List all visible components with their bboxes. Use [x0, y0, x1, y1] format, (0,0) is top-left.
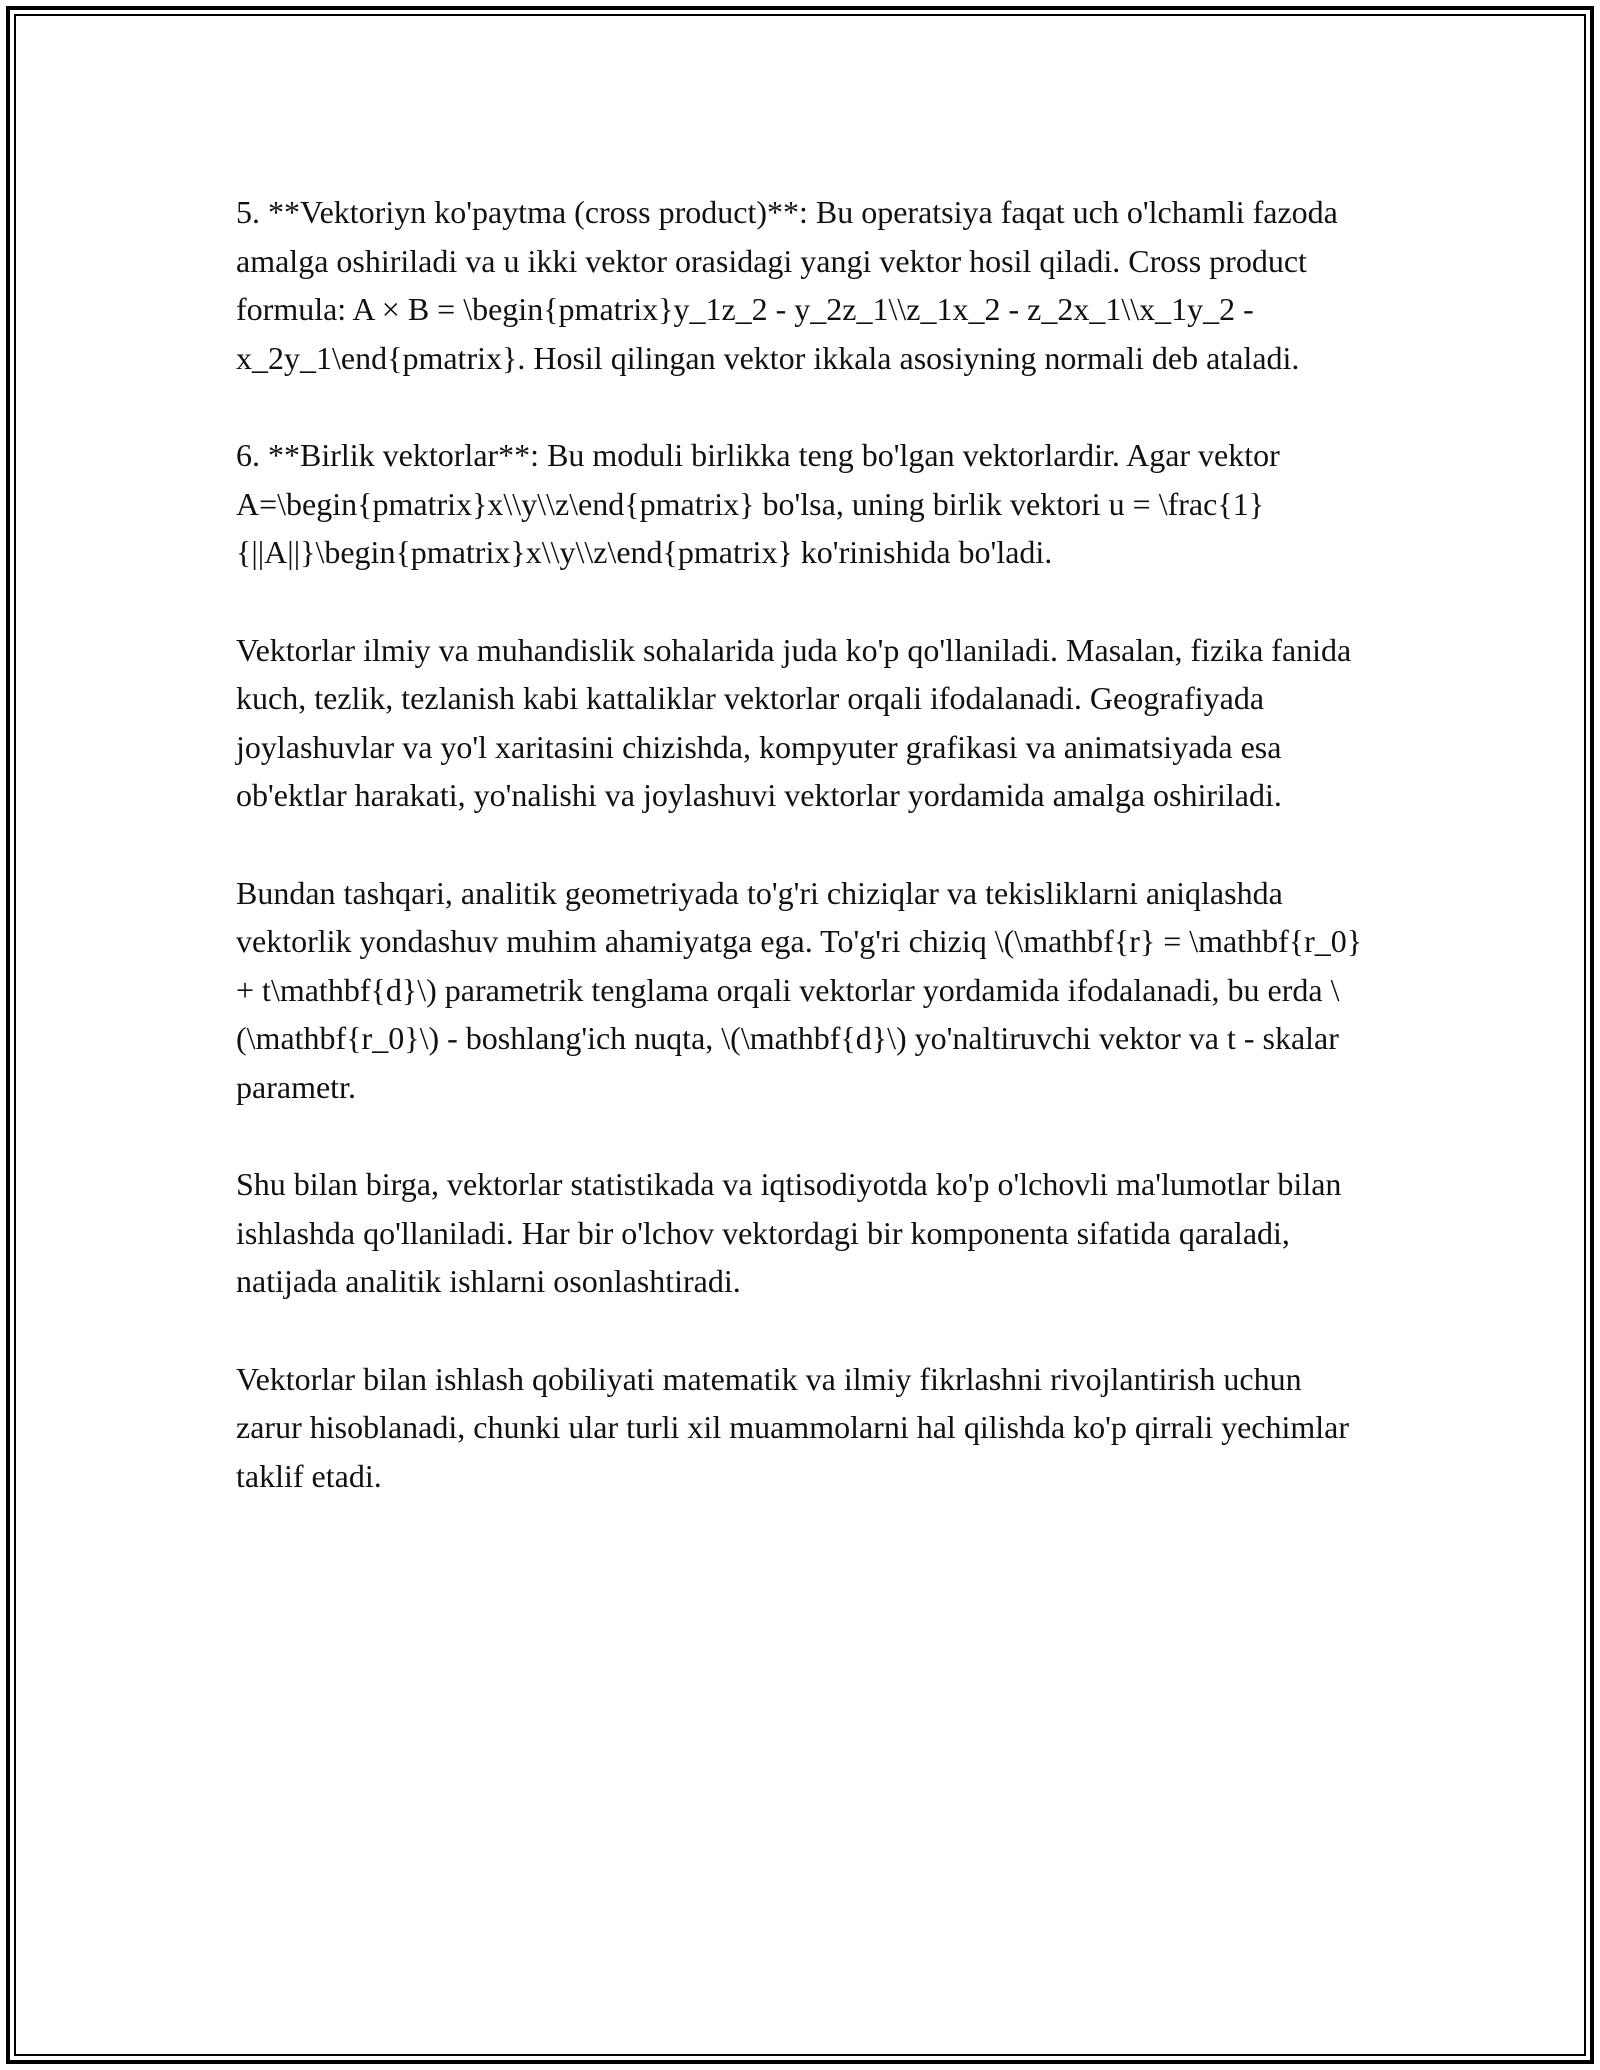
paragraph-statistics: Shu bilan birga, vektorlar statistikada va iqtisodiyotda ko'p o'lchovli ma'lumotlar bilan ishlashda qo'llaniladi. Har bir o'lchov vektordagi bir komponenta sifatida qaraladi, natijada analitik ishlarni osonlashtiradi. — [236, 1166, 1342, 1299]
paragraph-unit-vectors: 6. **Birlik vektorlar**: Bu moduli birlikka teng bo'lgan vektorlardir. Agar vektor A=\begin{pmatrix}x\\y\\z\end{pmatrix} bo'lsa, uning birlik vektori u = \frac{1}{||A||}\begin{pmatrix}x\\y\\z\end{pmatrix} ko'rinishida bo'ladi. — [236, 437, 1280, 570]
paragraph-analytic-geometry: Bundan tashqari, analitik geometriyada to'g'ri chiziqlar va tekisliklarni aniqlashda vektorlik yondashuv muhim ahamiyatga ega. To'g'ri chiziq \(\mathbf{r} = \mathbf{r_0} + t\mathbf{d}\) parametrik tenglama orqali vektorlar yordamida ifodalanadi, bu erda \(\mathbf{r_0}\) - boshlang'ich nuqta, \(\mathbf{d}\) yo'naltiruvchi vektor va t - skalar parametr. — [236, 874, 1363, 1105]
paragraph-applications: Vektorlar ilmiy va muhandislik sohalarida juda ko'p qo'llaniladi. Masalan, fizika fanida kuch, tezlik, tezlanish kabi kattaliklar vektorlar orqali ifodalanadi. Geografiyada joylashuvlar va yo'l xaritasini chizishda, kompyuter grafikasi va animatsiyada esa ob'ektlar harakati, yo'nalishi va joylashuvi vektorlar yordamida amalga oshiriladi. — [236, 631, 1352, 813]
paragraph-cross-product: 5. **Vektoriyn ko'paytma (cross product)**: Bu operatsiya faqat uch o'lchamli fazoda amalga oshiriladi va u ikki vektor orasidagi yangi vektor hosil qiladi. Cross product formula: A × B = \begin{pmatrix}y_1z_2 - y_2z_1\\z_1x_2 - z_2x_1\\x_1y_2 - x_2y_1\end{pmatrix}. Hosil qilingan vektor ikkala asosiyning normali deb ataladi. — [236, 194, 1338, 376]
document-body — [236, 188, 1366, 1500]
paragraph-conclusion: Vektorlar bilan ishlash qobiliyati matematik va ilmiy fikrlashni rivojlantirish uchun zarur hisoblanadi, chunki ular turli xil muammolarni hal qilishda ko'p qirrali yechimlar taklif etadi. — [236, 1360, 1350, 1494]
